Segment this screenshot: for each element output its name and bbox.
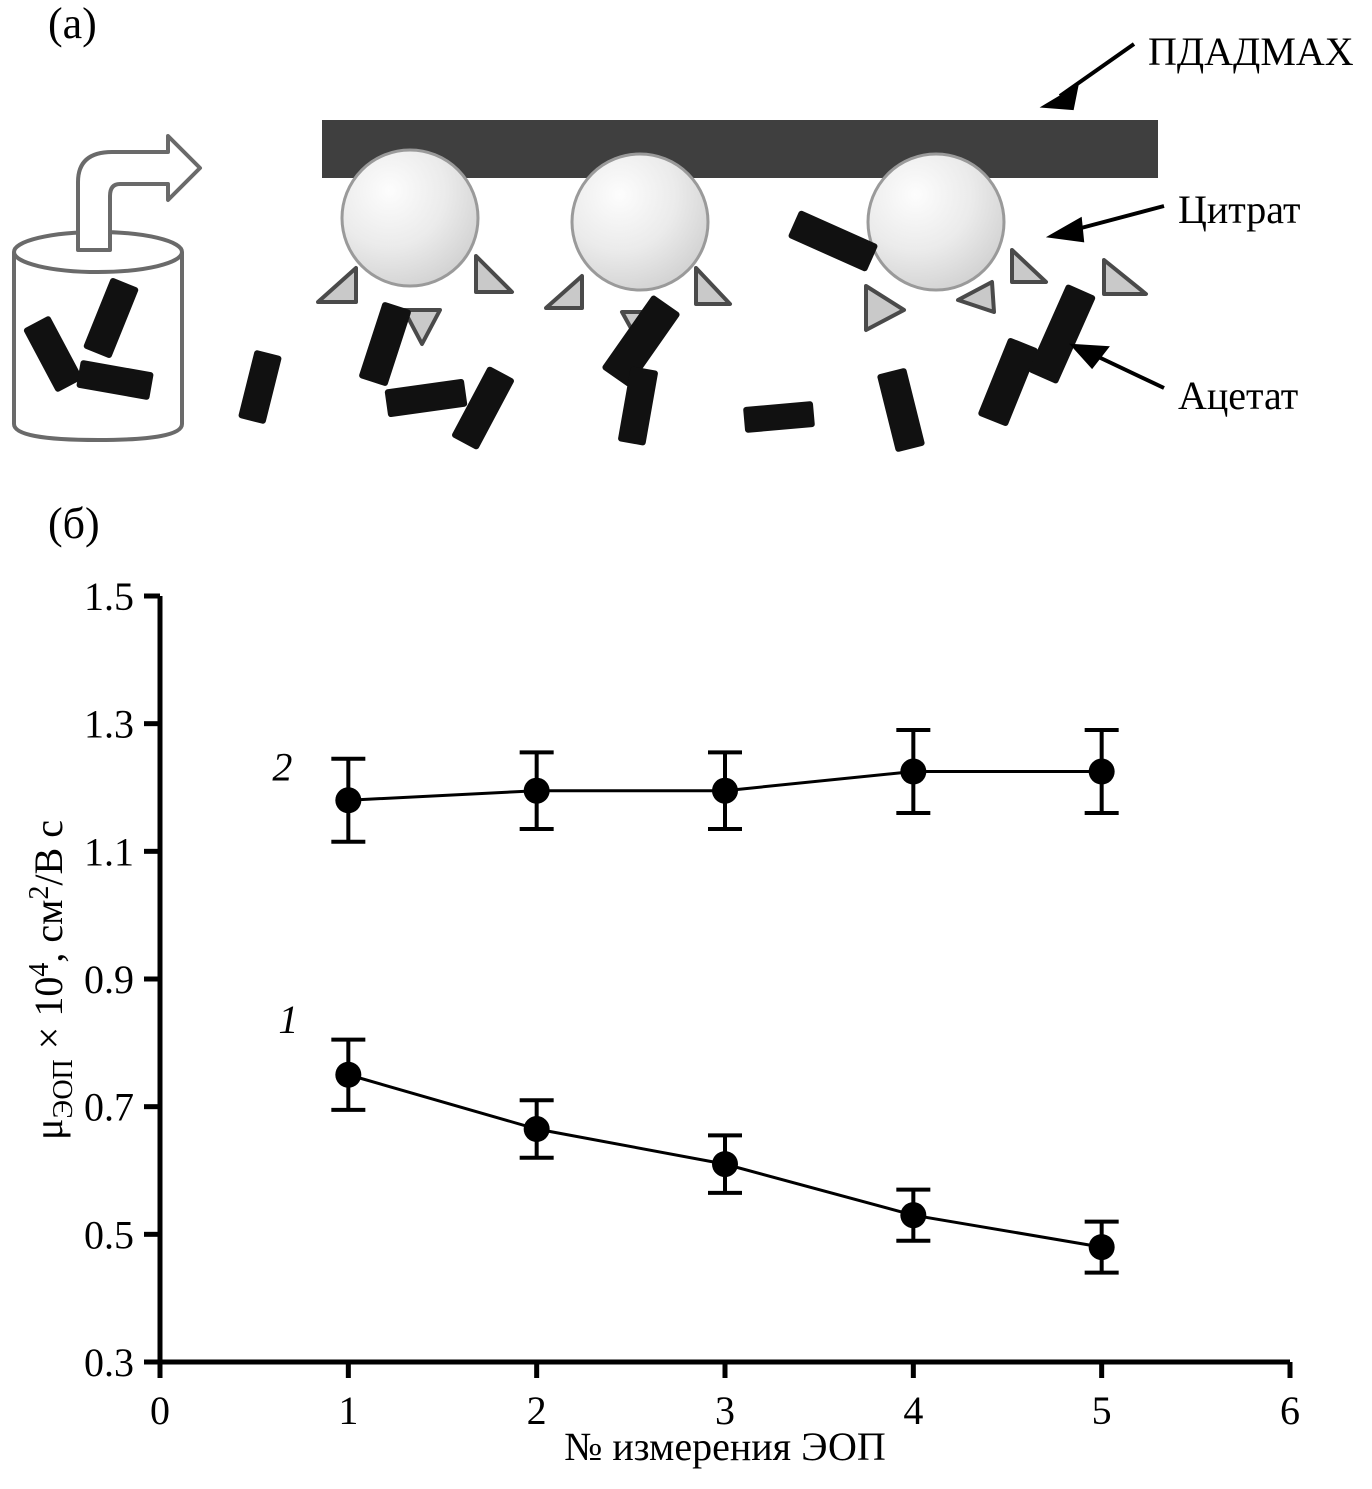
y-tick-label: 0.3 [84, 1340, 134, 1385]
x-tick-label: 3 [715, 1388, 735, 1433]
y-tick-label: 0.7 [84, 1084, 134, 1130]
data-point [900, 1202, 926, 1228]
series-layer [331, 730, 1118, 1273]
series-inline-labels [272, 744, 298, 1041]
data-point [335, 787, 361, 813]
x-tick-label: 5 [1091, 1388, 1112, 1433]
data-point [524, 778, 550, 804]
label-pdadmax: ПДАДМАХ [1148, 29, 1354, 74]
y-tick-label: 1.3 [84, 701, 134, 747]
scheme-diagram [0, 0, 1372, 490]
y-tick-label: 0.5 [84, 1212, 134, 1258]
x-tick-label: 4 [903, 1388, 924, 1433]
y-tick-label: 1.1 [84, 829, 134, 875]
panel-b-label: (б) [48, 499, 100, 548]
series-2 [331, 730, 1118, 842]
y-title-mu: μ [26, 1118, 71, 1140]
data-point [524, 1116, 550, 1142]
series-label-1: 1 [278, 996, 299, 1042]
eop-mobility-chart [0, 500, 1372, 1484]
data-point [900, 759, 926, 785]
data-point [712, 778, 738, 804]
y-title-sup2: 2 [24, 885, 55, 900]
svg-text:μЭОП × 104, см2/В с [24, 820, 79, 1140]
series-1 [331, 1040, 1118, 1273]
y-tick-labels [84, 574, 134, 1385]
y-title-tail: /В с [26, 820, 71, 886]
x-tick-label: 2 [526, 1388, 547, 1433]
particles-group [342, 150, 1004, 290]
label-acetate: Ацетат [1178, 373, 1299, 418]
data-point [1089, 1234, 1115, 1260]
y-title-mid: × 10 [26, 976, 71, 1060]
y-axis-title [24, 820, 79, 1140]
series-label-2: 2 [272, 744, 293, 790]
beaker-icon [14, 136, 200, 440]
y-title-rest: , см [26, 899, 71, 963]
x-tick-label: 0 [150, 1388, 170, 1433]
x-tick-label: 1 [338, 1388, 359, 1433]
y-tick-label: 1.5 [84, 574, 134, 619]
y-title-sup: 4 [24, 962, 55, 977]
chart-svg [0, 500, 1372, 1484]
data-point [712, 1151, 738, 1177]
panel-a-label: (а) [48, 0, 97, 48]
label-citrate: Цитрат [1178, 187, 1301, 232]
data-point [1089, 759, 1115, 785]
y-title-sub: ЭОП [48, 1059, 79, 1119]
x-tick-label: 6 [1280, 1388, 1300, 1433]
data-point [335, 1062, 361, 1088]
x-axis-title: № измерения ЭОП [564, 1424, 886, 1469]
y-tick-label: 0.9 [84, 957, 134, 1002]
